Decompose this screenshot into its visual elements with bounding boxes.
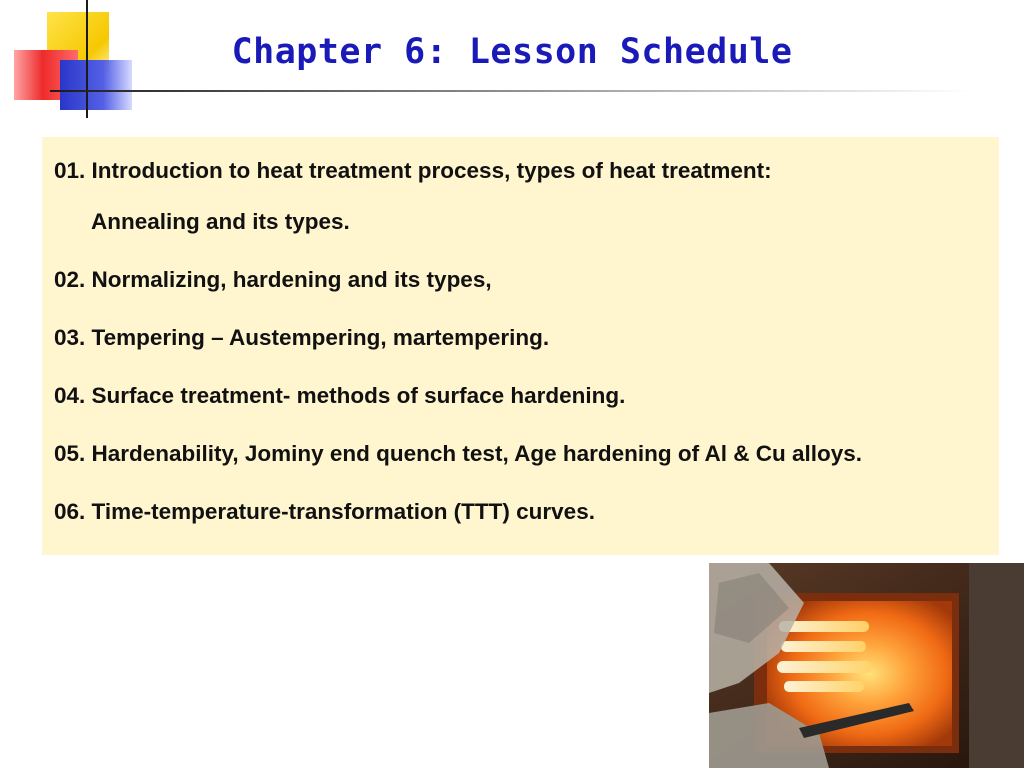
lesson-item-05	[54, 441, 862, 467]
lesson-item-continuation: Annealing and its types.	[91, 209, 350, 234]
lesson-item-text: 04. Surface treatment- methods of surface hardening.	[54, 383, 626, 408]
lesson-item-03	[54, 325, 549, 351]
furnace-photo	[709, 563, 1024, 768]
lesson-schedule-box	[42, 137, 999, 555]
lesson-item-06	[54, 499, 595, 525]
lesson-item-04	[54, 383, 625, 409]
title-underline-rule	[50, 90, 970, 92]
slide-title: Chapter 6: Lesson Schedule	[231, 32, 793, 72]
lesson-item-01	[54, 158, 772, 234]
lesson-item-text: 02. Normalizing, hardening and its types,	[54, 267, 492, 292]
lesson-item-text: 03. Tempering – Austempering, martempering.	[54, 325, 550, 350]
lesson-item-text: 01. Introduction to heat treatment process, types of heat treatment:	[54, 158, 772, 183]
lesson-item-text: 05. Hardenability, Jominy end quench test, Age hardening of Al & Cu alloys.	[54, 441, 863, 466]
lesson-item-02	[54, 267, 492, 293]
furnace-illustration	[709, 563, 1024, 768]
lesson-item-text: 06. Time-temperature-transformation (TTT) curves.	[54, 499, 595, 524]
